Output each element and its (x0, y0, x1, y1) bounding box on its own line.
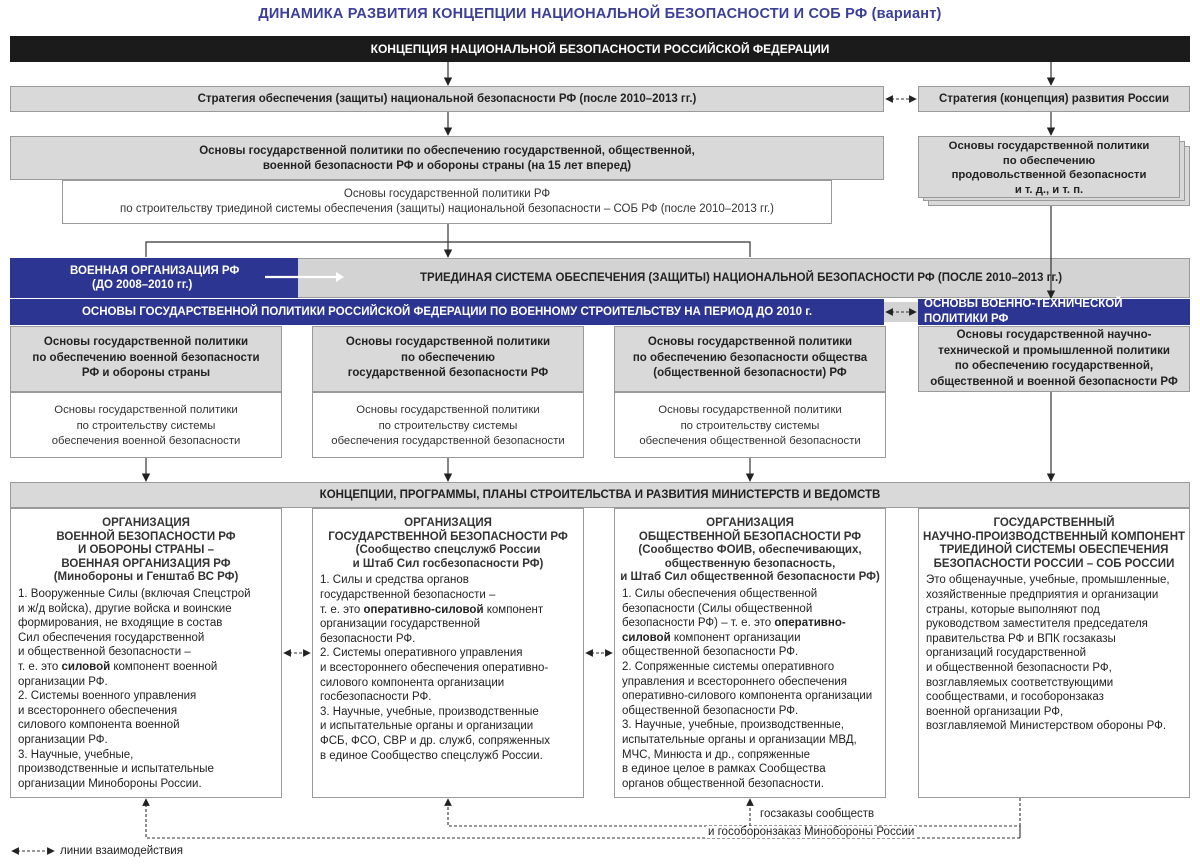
military-construction-bar: ОСНОВЫ ГОСУДАРСТВЕННОЙ ПОЛИТИКИ РОССИЙСКОЙ ФЕДЕРАЦИИ ПО ВОЕННОМУ СТРОИТЕЛЬСТВУ НА ПЕРИОД ДО 2010 г. (10, 299, 884, 325)
text-line: сообществами, и гособоронзаказ (926, 691, 1104, 704)
text-line: организации РФ. (18, 675, 108, 688)
text-span: безопасности РФ) – т. е. это (622, 617, 775, 630)
text-line: возглавляемых соответствующими (926, 676, 1114, 689)
military-org-line: (ДО 2008–2010 гг.) (92, 279, 193, 291)
text-line: 1. Силы обеспечения общественной (622, 587, 818, 600)
text-line: общественной безопасности РФ. (622, 704, 799, 717)
text-line: по обеспечению (401, 351, 495, 364)
text-line: органов общественной безопасности. (622, 777, 824, 790)
text-line: организации государственной (320, 618, 481, 631)
text-line: по обеспечению военной безопасности (32, 351, 260, 364)
diagram-title: ДИНАМИКА РАЗВИТИЯ КОНЦЕПЦИИ НАЦИОНАЛЬНОЙ БЕЗОПАСНОСТИ И СОБ РФ (вариант) (258, 6, 942, 22)
text-line: по обеспечению государственной, (954, 360, 1154, 372)
text-line: Основы государственной политики (647, 336, 853, 348)
column-heading-line: ОРГАНИЗАЦИЯ (404, 517, 492, 529)
text-line: (общественной безопасности) РФ (653, 367, 847, 379)
defense-policy-line: военной безопасности РФ и обороны страны (на 15 лет вперед) (262, 160, 632, 172)
text-line: испытательные органы и организации МВД, (622, 733, 857, 746)
column-heading-line: БЕЗОПАСНОСТИ РОССИИ – СОБ РОССИИ (933, 557, 1175, 570)
white-arrowhead (336, 272, 344, 282)
column-heading-line: общественную безопасность, (664, 557, 836, 570)
development-strategy-box: Стратегия (концепция) развития России (918, 86, 1190, 112)
national-security-concept-bar: КОНЦЕПЦИЯ НАЦИОНАЛЬНОЙ БЕЗОПАСНОСТИ РОССИЙСКОЙ ФЕДЕРАЦИИ (10, 36, 1190, 62)
text-line: МЧС, Минюста и др., сопряженные (622, 748, 811, 761)
text-line: в единое целое в рамках Сообщества (622, 763, 826, 776)
column-heading-line: ВОЕННАЯ ОРГАНИЗАЦИЯ РФ (61, 557, 231, 570)
column-heading-line: НАУЧНО-ПРОИЗВОДСТВЕННЫЙ КОМПОНЕНТ (922, 530, 1186, 543)
text-span: компонент военной (110, 660, 218, 673)
text-line: Основы государственной научно- (956, 329, 1152, 341)
orders-label-1: госзаказы сообществ (760, 808, 875, 820)
text-line: РФ и обороны страны (81, 367, 211, 379)
triune-system-label: ТРИЕДИНАЯ СИСТЕМА ОБЕСПЕЧЕНИЯ (ЗАЩИТЫ) НАЦИОНАЛЬНОЙ БЕЗОПАСНОСТИ РФ (ПОСЛЕ 2010–2013 гг.) (420, 272, 1063, 284)
text-line: страны, которые выполняют под (926, 603, 1100, 616)
text-line: и испытательные органы и организации (320, 720, 534, 733)
text-line: возглавляемой Министерством обороны РФ. (926, 720, 1167, 733)
text-line: силового компонента организации (320, 676, 505, 689)
text-line: организаций государственной (926, 647, 1087, 660)
text-line: государственной безопасности – (320, 588, 496, 601)
text-span: компонент организации (670, 631, 801, 644)
text-line: обеспечения государственной безопасности (331, 435, 565, 447)
column-heading-line: И ОБОРОНЫ СТРАНЫ – (77, 544, 214, 557)
orders-label-2: и гособоронзаказ Минобороны России (708, 826, 915, 838)
text-line: безопасности РФ. (320, 632, 416, 645)
food-policy-line: и т. д., и т. п. (1014, 183, 1084, 196)
text-line: управления и всестороннего обеспечения (622, 675, 847, 688)
column-heading-line: (Минобороны и Генштаб ВС РФ) (53, 571, 239, 584)
column-heading-line: ОРГАНИЗАЦИЯ (706, 517, 794, 529)
column-heading-line: (Сообщество ФОИВ, обеспечивающих, (638, 544, 862, 557)
sob-policy-line: по строительству триединой системы обеспечения (защиты) национальной безопасности – СОБ РФ (после 2010–2013 гг.) (120, 203, 774, 215)
text-line: 3. Научные, учебные, производственные, (622, 719, 844, 732)
text-line: хозяйственные предприятия и организации (926, 588, 1159, 601)
sob-policy-line: Основы государственной политики РФ (343, 188, 551, 200)
text-span: т. е. это (18, 660, 62, 673)
column-heading-line: и Штаб Сил госбезопасности РФ) (352, 557, 544, 570)
food-policy-line: продовольственной безопасности (951, 169, 1147, 181)
text-line: обеспечения общественной безопасности (639, 435, 861, 447)
text-line: по строительству системы (680, 419, 820, 432)
text-line: организации Минобороны России. (18, 777, 202, 790)
text-line: Это общенаучные, учебные, промышленные, (926, 574, 1170, 587)
text-line: общественной безопасности РФ. (622, 646, 799, 659)
text-line: Сил обеспечения государственной (18, 631, 205, 644)
text-line: 1. Вооруженные Силы (включая Спецстрой (18, 587, 251, 600)
defense-policy-line: Основы государственной политики по обеспечению государственной, общественной, (199, 145, 695, 157)
security-strategy-box: Стратегия обеспечения (защиты) национальной безопасности РФ (после 2010–2013 гг.) (10, 86, 884, 112)
text-line: 2. Системы военного управления (18, 690, 197, 703)
text-line: Основы государственной политики (54, 404, 238, 416)
column-heading-line: ОБЩЕСТВЕННОЙ БЕЗОПАСНОСТИ РФ (638, 530, 862, 543)
column-heading-line: и Штаб Сил общественной безопасности РФ) (620, 571, 880, 584)
text-span: компонент (483, 603, 544, 616)
text-span: т. е. это (320, 603, 364, 616)
text-line: 1. Силы и средства органов (320, 574, 469, 587)
text-line: и общественной безопасности РФ, (926, 661, 1112, 674)
bold-term: оперативно-силовой (363, 603, 484, 616)
text-line: Основы государственной политики (43, 336, 249, 348)
text-line: 3. Научные, учебные, производственные (320, 705, 539, 718)
text-line: 2. Системы оперативного управления (320, 647, 523, 660)
military-org-line: ВОЕННАЯ ОРГАНИЗАЦИЯ РФ (70, 265, 240, 277)
text-line: правительства РФ и ВПК госзаказы (926, 632, 1116, 645)
text-line: 3. Научные, учебные, (18, 748, 134, 761)
text-line: и общественной безопасности – (18, 646, 191, 659)
text-line: обеспечения военной безопасности (51, 435, 241, 447)
text-line: Основы государственной политики (356, 404, 540, 416)
text-line: производственные и испытательные (18, 763, 214, 776)
text-line: военной организации РФ, (926, 705, 1064, 718)
ministries-concepts-bar: КОНЦЕПЦИИ, ПРОГРАММЫ, ПЛАНЫ СТРОИТЕЛЬСТВА И РАЗВИТИЯ МИНИСТЕРСТВ И ВЕДОМСТВ (10, 482, 1190, 508)
text-line: госбезопасности РФ. (320, 691, 432, 704)
text-line: Основы государственной политики (658, 404, 842, 416)
column-heading-line: ГОСУДАРСТВЕННЫЙ (993, 517, 1115, 529)
bold-term: оперативно- (774, 617, 846, 630)
text-line: и ж/д войска), другие войска и воинские (18, 602, 232, 615)
text-line: по обеспечению безопасности общества (632, 351, 868, 364)
column-heading-line: ТРИЕДИНОЙ СИСТЕМЫ ОБЕСПЕЧЕНИЯ (939, 544, 1169, 557)
text-line: по строительству системы (76, 419, 216, 432)
legend-label: линии взаимодействия (60, 845, 183, 857)
bold-term: силовой (61, 660, 111, 673)
column-heading-line: (Сообщество спецслужб России (355, 544, 541, 557)
text-line: безопасности (Силы общественной (622, 602, 813, 615)
text-line: силового компонента военной (18, 719, 180, 732)
text-line: оперативно-силового компонента организации (622, 690, 873, 703)
text-line: технической и промышленной политики (938, 344, 1170, 357)
text-line: государственной безопасности РФ (347, 367, 549, 379)
text-line: организации РФ. (18, 733, 108, 746)
text-line: по строительству системы (378, 419, 518, 432)
text-line: формирования, не входящие в состав (18, 617, 223, 630)
column-heading-line: ОРГАНИЗАЦИЯ (102, 517, 190, 529)
text-line: в единое Сообщество спецслужб России. (320, 749, 543, 762)
column-heading-line: ГОСУДАРСТВЕННОЙ БЕЗОПАСНОСТИ РФ (328, 530, 568, 543)
text-line: и всестороннего обеспечения (18, 704, 178, 717)
text-line: и всестороннего обеспечения оперативно- (320, 661, 549, 674)
text-line: ФСБ, ФСО, СВР и др. служб, сопряженных (320, 734, 551, 747)
text-line: руководством заместителя председателя (926, 618, 1148, 631)
text-line: общественной и военной безопасности РФ (930, 375, 1178, 388)
food-policy-line: по обеспечению (1002, 154, 1096, 167)
bold-term: силовой (622, 631, 671, 644)
text-line: Основы государственной политики (345, 336, 551, 348)
military-tech-bar: ОСНОВЫ ВОЕННО-ТЕХНИЧЕСКОЙ ПОЛИТИКИ РФ (918, 299, 1190, 325)
food-policy-line: Основы государственной политики (948, 140, 1150, 152)
text-line: 2. Сопряженные системы оперативного (622, 660, 835, 673)
column-heading-line: ВОЕННОЙ БЕЗОПАСНОСТИ РФ (56, 530, 236, 543)
